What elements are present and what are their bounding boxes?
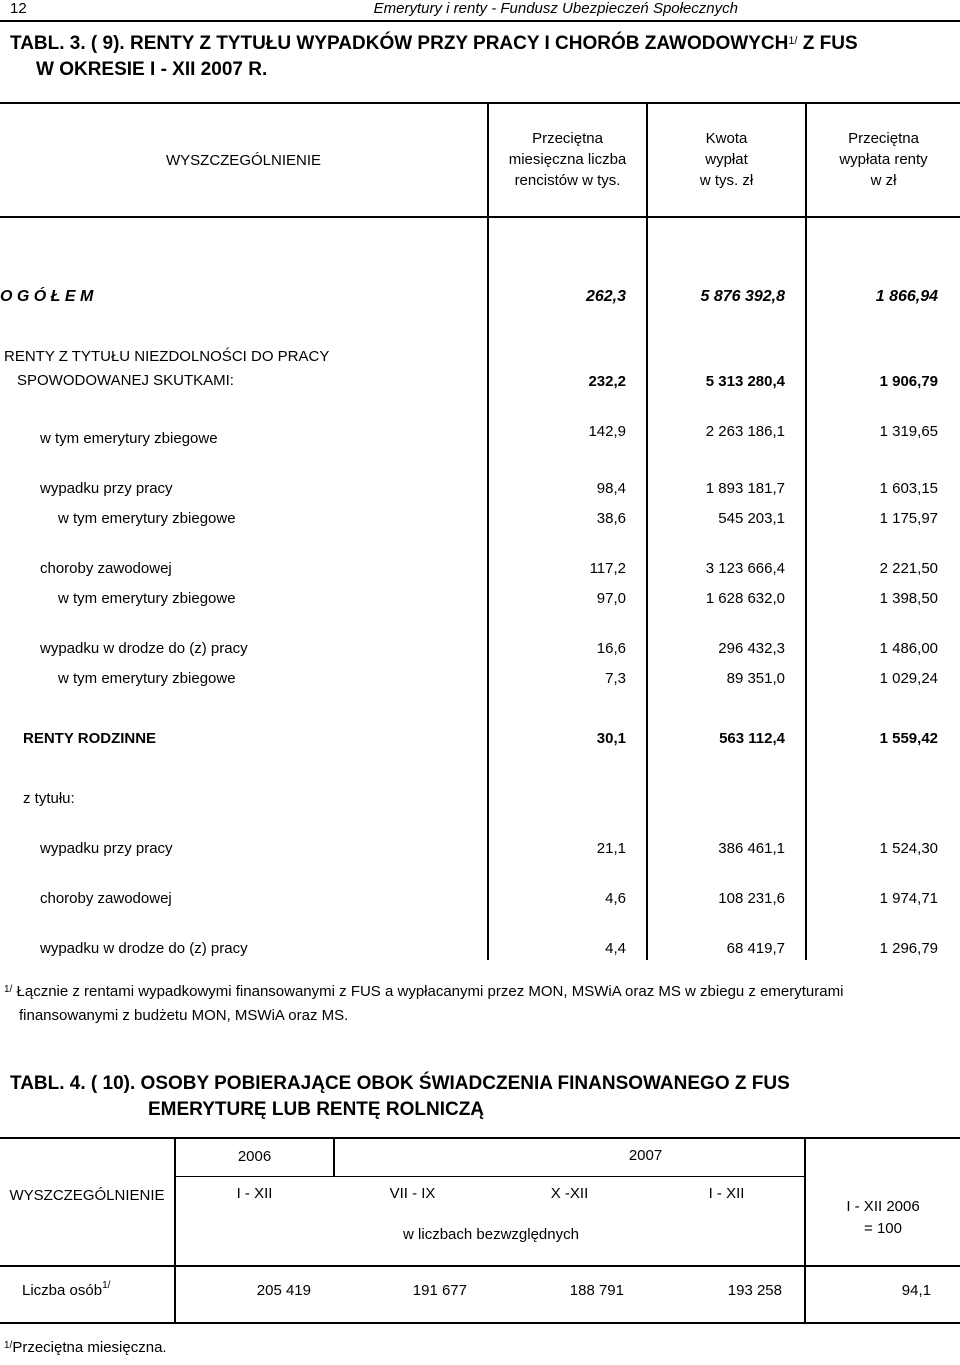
table4-title: TABL. 4. ( 10). OSOBY POBIERAJĄCE OBOK ŚWIADCZENIA FINANSOWANEGO Z FUS xyxy=(10,1073,790,1094)
table3-title-footnote-mark: 1/ xyxy=(788,35,798,47)
table-row-label: wypadku w drodze do (z) pracy xyxy=(40,940,248,957)
table-cell: 3 123 666,4 xyxy=(705,560,785,577)
table4-header-rule xyxy=(0,1265,960,1267)
table-cell: 1 029,24 xyxy=(879,670,938,687)
index-line: I - XII 2006 xyxy=(846,1198,920,1215)
table3-title xyxy=(10,32,858,56)
table-cell: 545 203,1 xyxy=(718,510,785,527)
table4-top-rule xyxy=(0,1137,960,1139)
table4-period: I - XII xyxy=(236,1185,273,1202)
table-cell: 94,1 xyxy=(901,1282,931,1299)
table-row-label: choroby zawodowej xyxy=(40,890,172,907)
table3-header-amount xyxy=(648,128,805,191)
running-title: Emerytury i renty - Fundusz Ubezpieczeń Społecznych xyxy=(373,0,738,17)
table3-header-avg-payment xyxy=(807,128,960,191)
table4-header-year-2006: 2006 xyxy=(237,1148,272,1165)
footnote-line: finansowanymi z budżetu MON, MSWiA oraz MS. xyxy=(19,1007,349,1024)
table-cell: 1 893 181,7 xyxy=(705,480,785,497)
table-cell: 7,3 xyxy=(605,670,626,687)
table-row-label: w tym emerytury zbiegowe xyxy=(58,670,236,687)
table-cell: 188 791 xyxy=(569,1282,624,1299)
header-line: miesięczna liczba xyxy=(508,151,627,168)
header-rule xyxy=(0,20,960,22)
footnote-line xyxy=(4,980,954,1004)
table3-title-main: TABL. 3. ( 9). RENTY Z TYTUŁU WYPADKÓW PRZY PRACY I CHORÓB ZAWODOWYCH xyxy=(10,33,789,54)
footnote-mark: 1/ xyxy=(4,1340,13,1351)
table-cell: 193 258 xyxy=(727,1282,782,1299)
table-row-label: w tym emerytury zbiegowe xyxy=(58,510,236,527)
table-cell: 108 231,6 xyxy=(718,890,785,907)
header-line: wypłat xyxy=(705,151,748,168)
table3-header-spec: WYSZCZEGÓLNIENIE xyxy=(165,152,322,169)
table-cell: 1 603,15 xyxy=(879,480,938,497)
table3-header-rule xyxy=(0,216,960,218)
table4-header-year-2007: 2007 xyxy=(628,1147,663,1164)
table4-header-spec: WYSZCZEGÓLNIENIE xyxy=(9,1187,165,1204)
table3-title-line2: W OKRESIE I - XII 2007 R. xyxy=(36,59,268,80)
table-cell: 1 524,30 xyxy=(879,840,938,857)
table-cell: 2 221,50 xyxy=(879,560,938,577)
table-cell: 16,6 xyxy=(596,640,626,657)
table-cell: 1 175,97 xyxy=(879,510,938,527)
table-cell: 1 866,94 xyxy=(875,288,938,305)
table4-period: I - XII xyxy=(708,1185,745,1202)
table4-year-rule xyxy=(175,1176,805,1177)
table-cell: 117,2 xyxy=(589,560,626,577)
table4-header-index xyxy=(806,1196,960,1240)
header-line: w tys. zł xyxy=(699,172,754,189)
table-row-label: w tym emerytury zbiegowe xyxy=(58,590,236,607)
table-row-label: wypadku przy pracy xyxy=(40,480,173,497)
footnote-mark: 1/ xyxy=(4,984,13,995)
table-row-label: O G Ó Ł E M xyxy=(0,288,94,305)
table-row-label: z tytułu: xyxy=(23,790,75,807)
header-line: Przeciętna xyxy=(532,130,603,147)
table-cell: 262,3 xyxy=(585,288,626,305)
table-row-label: RENTY RODZINNE xyxy=(23,730,157,747)
row-label-footnote-mark: 1/ xyxy=(102,1280,111,1291)
table-row-label: choroby zawodowej xyxy=(40,560,172,577)
table-row-label: wypadku przy pracy xyxy=(40,840,173,857)
table4-row-label xyxy=(22,1282,110,1299)
page-number: 12 xyxy=(10,0,27,17)
table-cell: 1 319,65 xyxy=(879,423,938,440)
table-cell: 30,1 xyxy=(596,730,626,747)
table-cell: 5 313 280,4 xyxy=(705,373,785,390)
table-cell: 205 419 xyxy=(256,1282,311,1299)
table4-units: w liczbach bezwzględnych xyxy=(403,1226,579,1243)
table-cell: 1 628 632,0 xyxy=(705,590,785,607)
table-cell: 4,4 xyxy=(605,940,626,957)
row-label-text: Liczba osób xyxy=(22,1282,103,1299)
table-row-label: w tym emerytury zbiegowe xyxy=(40,430,218,447)
table-cell: 5 876 392,8 xyxy=(700,288,785,305)
table-cell: 563 112,4 xyxy=(719,730,785,747)
table4-period: X -XII xyxy=(550,1185,589,1202)
table-cell: 1 486,00 xyxy=(879,640,938,657)
table-cell: 68 419,7 xyxy=(726,940,785,957)
index-line: = 100 xyxy=(864,1220,902,1237)
table-cell: 2 263 186,1 xyxy=(705,423,785,440)
table-cell: 386 461,1 xyxy=(718,840,785,857)
table-cell: 1 296,79 xyxy=(879,940,938,957)
table-cell: 21,1 xyxy=(596,840,626,857)
table4-period: VII - IX xyxy=(389,1185,436,1202)
table-cell: 142,9 xyxy=(588,423,626,440)
table3-col-divider-1 xyxy=(487,102,489,960)
table-cell: 1 906,79 xyxy=(879,373,938,390)
table4-footnote xyxy=(4,1336,167,1360)
table-cell: 1 559,42 xyxy=(879,730,938,747)
table-row-label: SPOWODOWANEJ SKUTKAMI: xyxy=(17,372,234,389)
table-cell: 38,6 xyxy=(596,510,626,527)
header-line: Kwota xyxy=(705,130,748,147)
table-cell: 1 974,71 xyxy=(879,890,938,907)
header-line: w zł xyxy=(870,172,897,189)
table3-top-rule xyxy=(0,102,960,104)
table-cell: 89 351,0 xyxy=(726,670,785,687)
table-cell: 191 677 xyxy=(412,1282,467,1299)
table3-footnote xyxy=(4,980,954,1028)
table-cell: 97,0 xyxy=(596,590,626,607)
table3-title-end: Z FUS xyxy=(797,33,858,54)
table3-header-avg-count xyxy=(489,128,646,191)
table-row-label: wypadku w drodze do (z) pracy xyxy=(40,640,248,657)
footnote-text: Łącznie z rentami wypadkowymi finansowanymi z FUS a wypłacanymi przez MON, MSWiA oraz MS w zbiegu z emeryturami xyxy=(16,983,844,1000)
table-row-label: RENTY Z TYTUŁU NIEZDOLNOŚCI DO PRACY xyxy=(4,348,330,365)
table4-bottom-rule xyxy=(0,1322,960,1324)
table-cell: 232,2 xyxy=(588,373,626,390)
table4-title-line2: EMERYTURĘ LUB RENTĘ ROLNICZĄ xyxy=(148,1099,485,1120)
header-line: Przeciętna xyxy=(848,130,919,147)
header-line: wypłata renty xyxy=(839,151,928,168)
table-cell: 1 398,50 xyxy=(879,590,938,607)
table3-col-divider-2 xyxy=(646,102,648,960)
footnote-text: Przeciętna miesięczna. xyxy=(12,1339,167,1356)
table3-col-divider-3 xyxy=(805,102,807,960)
table-cell: 4,6 xyxy=(605,890,626,907)
header-line: rencistów w tys. xyxy=(514,172,621,189)
table-cell: 296 432,3 xyxy=(718,640,785,657)
table-cell: 98,4 xyxy=(596,480,626,497)
